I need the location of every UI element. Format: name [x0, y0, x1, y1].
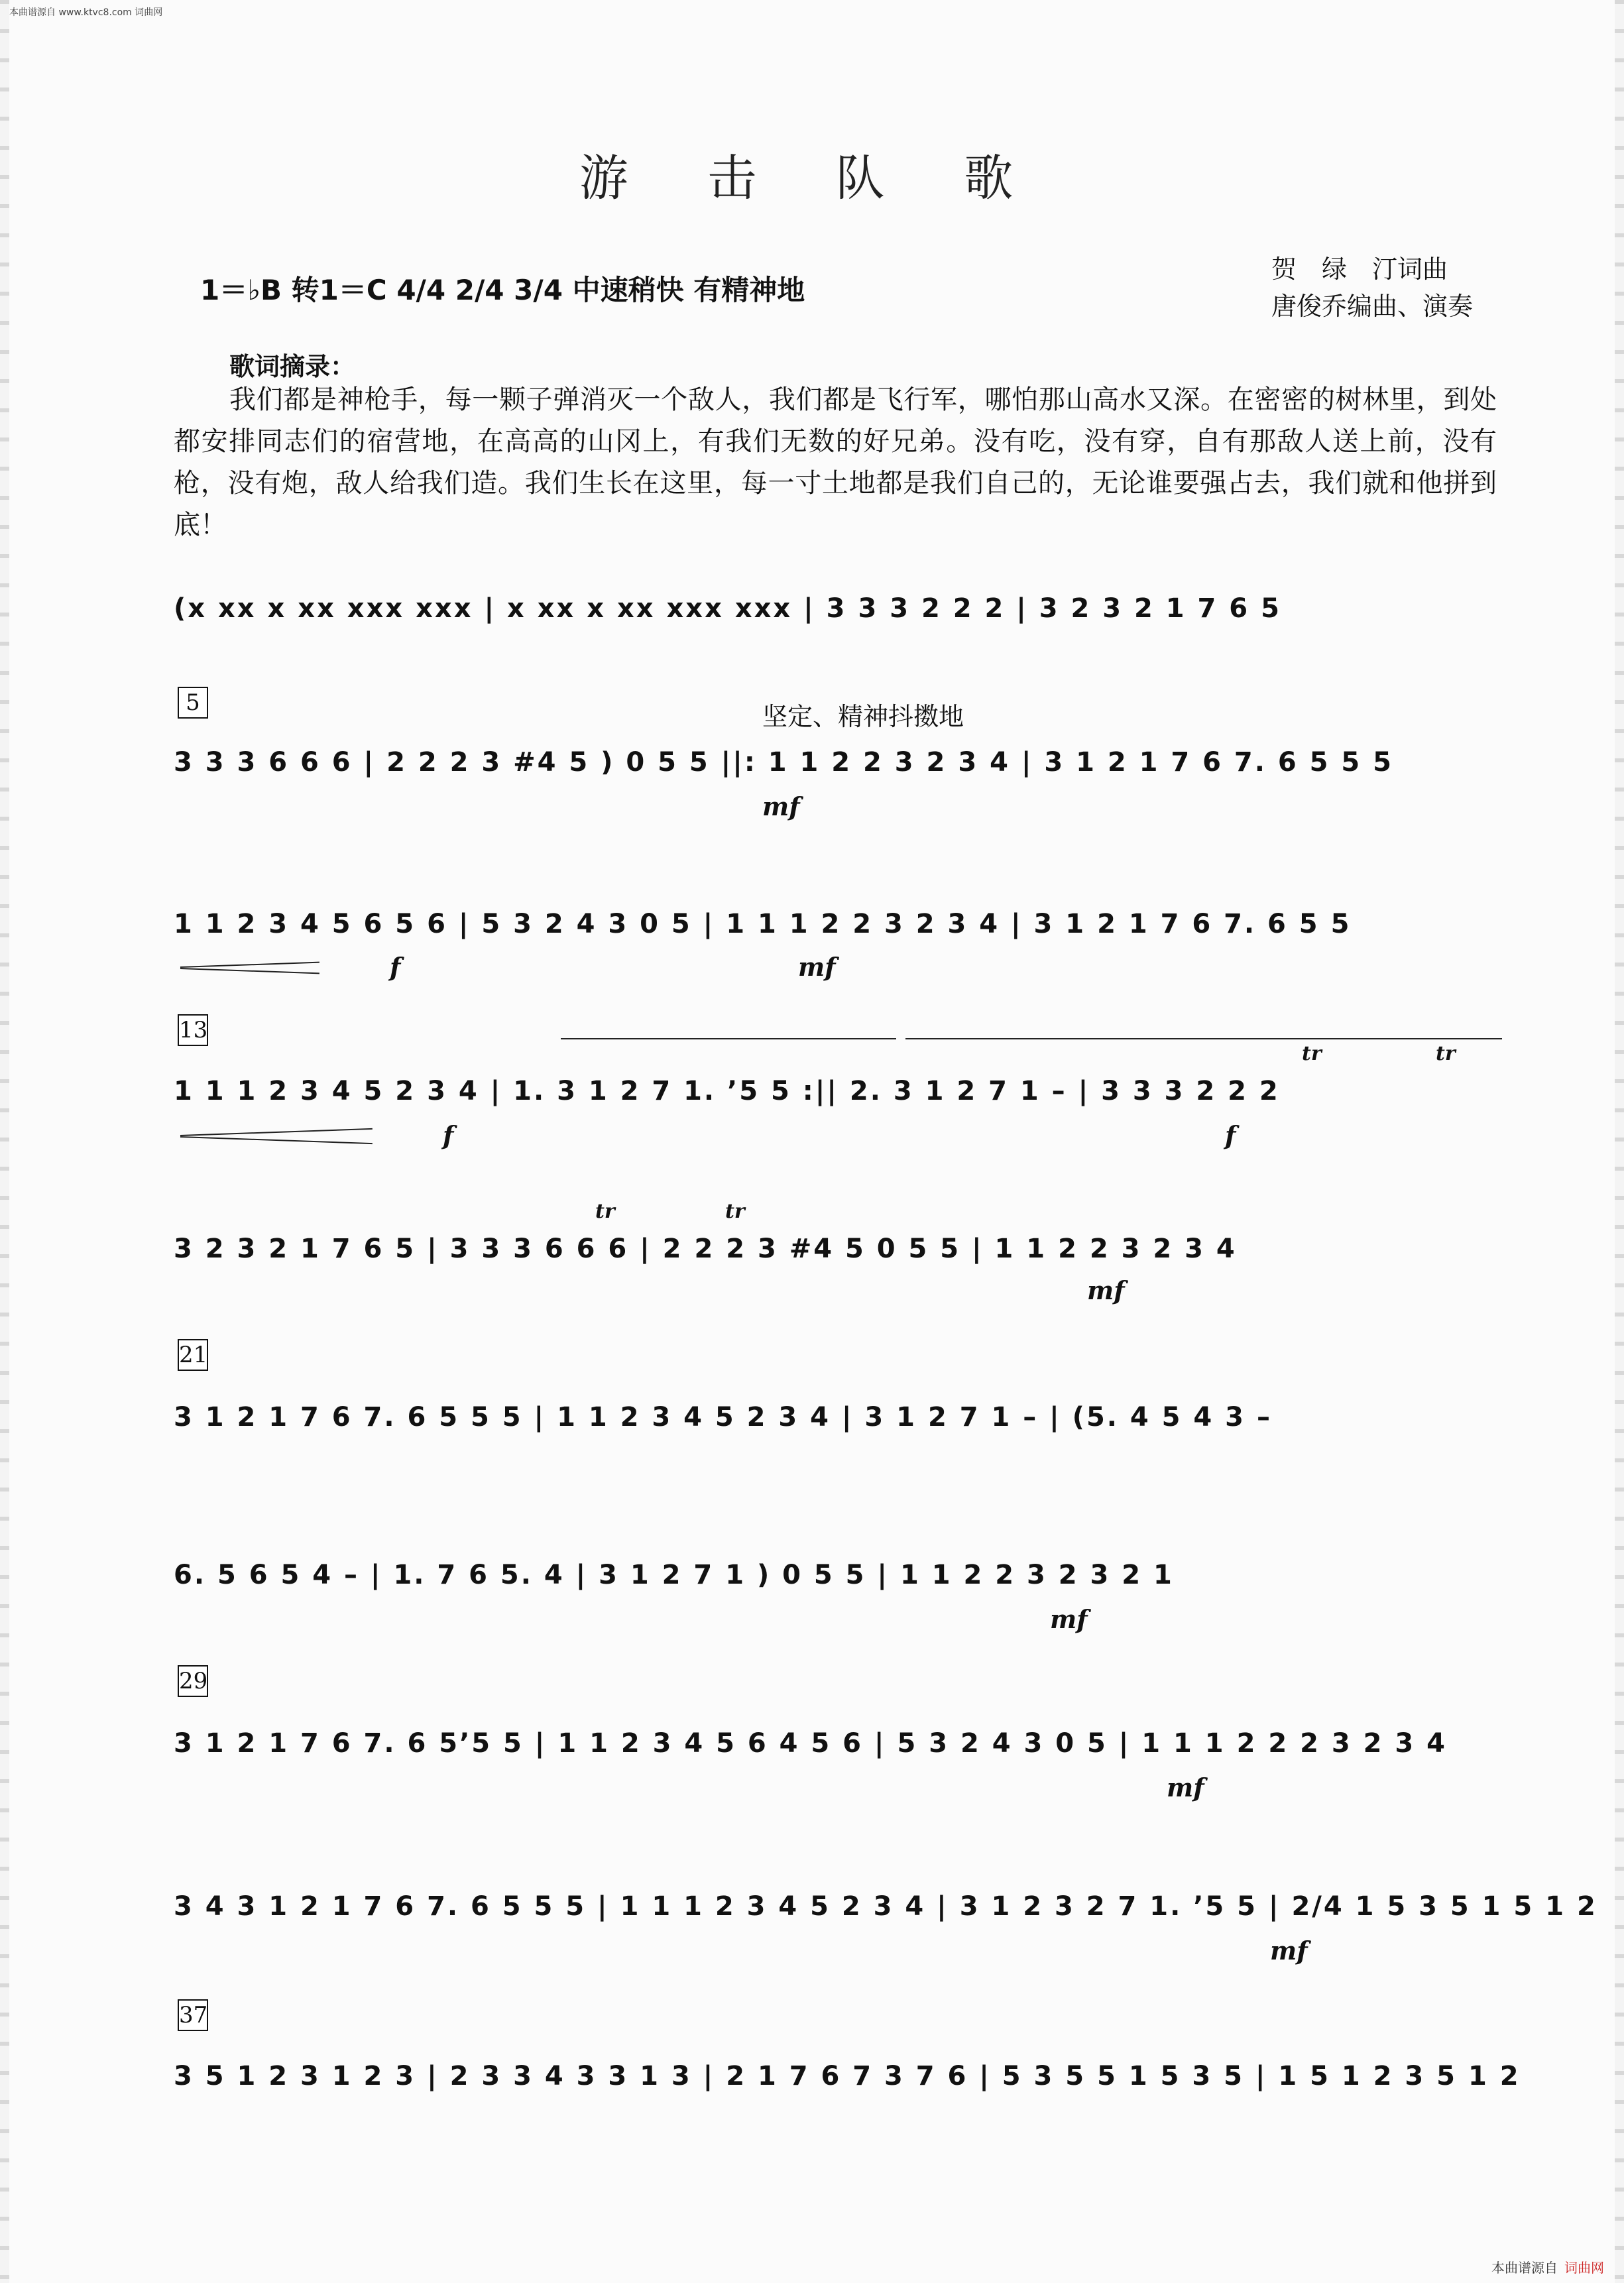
trill-marking: tr — [725, 1200, 745, 1223]
score-row: 6. 5 6 5 4 – | 1. 7 6 5. 4 | 3 1 2 7 1 ) 0 5 5 | 1 1 2 2 3 2 3 2 1 — [174, 1560, 1174, 1590]
dynamic-marking: f — [390, 952, 401, 982]
crescendo-hairpin — [180, 1128, 373, 1136]
watermark-bottom — [1491, 2257, 1604, 2276]
dynamic-marking: mf — [1087, 1275, 1125, 1305]
dynamic-marking: mf — [762, 791, 800, 821]
trill-marking: tr — [1302, 1042, 1322, 1065]
dynamic-marking: mf — [1050, 1604, 1088, 1634]
dynamic-marking: mf — [798, 952, 836, 982]
right-binding-edge — [1615, 0, 1624, 2283]
trill-marking: tr — [595, 1200, 615, 1223]
crescendo-hairpin — [180, 968, 319, 974]
watermark-site: 词曲网 — [1564, 2260, 1604, 2276]
measure-number: 37 — [178, 1999, 208, 2031]
score-row: 1 1 2 3 4 5 6 5 6 | 5 3 2 4 3 0 5 | 1 1 1 2 2 3 2 3 4 | 3 1 2 1 7 6 7. 6 5 5 — [174, 909, 1352, 939]
measure-number: 29 — [178, 1665, 208, 1697]
first-ending-bracket — [561, 1038, 896, 1039]
measure-number: 5 — [178, 687, 208, 719]
score-row: (x xx x xx xxx xxx | x xx x xx xxx xxx | 3 3 3 2 2 2 | 3 2 3 2 1 7 6 5 — [174, 593, 1281, 624]
dynamic-marking: mf — [1270, 1936, 1308, 1965]
measure-number: 13 — [178, 1014, 208, 1046]
crescendo-hairpin — [180, 962, 319, 968]
score-row: 3 2 3 2 1 7 6 5 | 3 3 3 6 6 6 | 2 2 2 3 #4 5 0 5 5 | 1 1 2 2 3 2 3 4 — [174, 1234, 1237, 1264]
score-row: 3 5 1 2 3 1 2 3 | 2 3 3 4 3 3 1 3 | 2 1 7 6 7 3 7 6 | 5 3 5 5 1 5 3 5 | 1 5 1 2 3 5 1 2 — [174, 2061, 1521, 2091]
song-title: 游 击 队 歌 — [579, 150, 1045, 207]
score-row: 3 4 3 1 2 1 7 6 7. 6 5 5 5 | 1 1 1 2 3 4 5 2 3 4 | 3 1 2 3 2 7 1. ’5 5 | 2/4 1 5 3 5 1 5 1 2 — [174, 1891, 1597, 1922]
second-ending-bracket — [905, 1038, 1502, 1039]
dynamic-marking: f — [443, 1120, 454, 1150]
watermark-bottom-text: 本曲谱源自 — [1491, 2260, 1558, 2276]
watermark-top: 本曲谱源自 www.ktvc8.com 词曲网 — [9, 7, 163, 18]
trill-marking: tr — [1436, 1042, 1456, 1065]
dynamic-marking: mf — [1167, 1773, 1204, 1802]
lyrics-heading: 歌词摘录： — [229, 352, 356, 381]
composer-credit: 贺 绿 汀词曲 — [1271, 255, 1448, 284]
score-row: 3 1 2 1 7 6 7. 6 5 5 5 | 1 1 2 3 4 5 2 3 4 | 3 1 2 7 1 – | (5. 4 5 4 3 – — [174, 1402, 1272, 1433]
left-binding-edge — [0, 0, 9, 2283]
arranger-credit: 唐俊乔编曲、演奏 — [1271, 292, 1474, 321]
measure-number: 21 — [178, 1339, 208, 1371]
crescendo-hairpin — [180, 1136, 373, 1144]
credits — [1271, 251, 1473, 325]
score-row: 1 1 1 2 3 4 5 2 3 4 | 1. 3 1 2 7 1. ’5 5 :|| 2. 3 1 2 7 1 – | 3 3 3 2 2 2 — [174, 1076, 1280, 1106]
score-row: 3 1 2 1 7 6 7. 6 5’5 5 | 1 1 2 3 4 5 6 4 5 6 | 5 3 2 4 3 0 5 | 1 1 1 2 2 2 3 2 3 4 — [174, 1728, 1447, 1759]
expression-marking: 坚定、精神抖擞地 — [762, 702, 964, 731]
dynamic-marking: f — [1225, 1120, 1236, 1150]
lyrics-text: 我们都是神枪手，每一颗子弹消灭一个敌人，我们都是飞行军，哪怕那山高水又深。在密密的树林里，到处都安排同志们的宿营地，在高高的山冈上，有我们无数的好兄弟。没有吃，没有穿，自有那敌人送上前，没有枪，没有炮，敌人给我们造。我们生长在这里，每一寸土地都是我们自己的，无论谁要强占去，我们就和他拼到底！ — [174, 384, 1497, 540]
score-row: 3 3 3 6 6 6 | 2 2 2 3 #4 5 ) 0 5 5 ||: 1 1 2 2 3 2 3 4 | 3 1 2 1 7 6 7. 6 5 5 5 — [174, 747, 1393, 778]
key-signature: 1＝♭B 转1＝C 4/4 2/4 3/4 中速稍快 有精神地 — [200, 274, 805, 306]
